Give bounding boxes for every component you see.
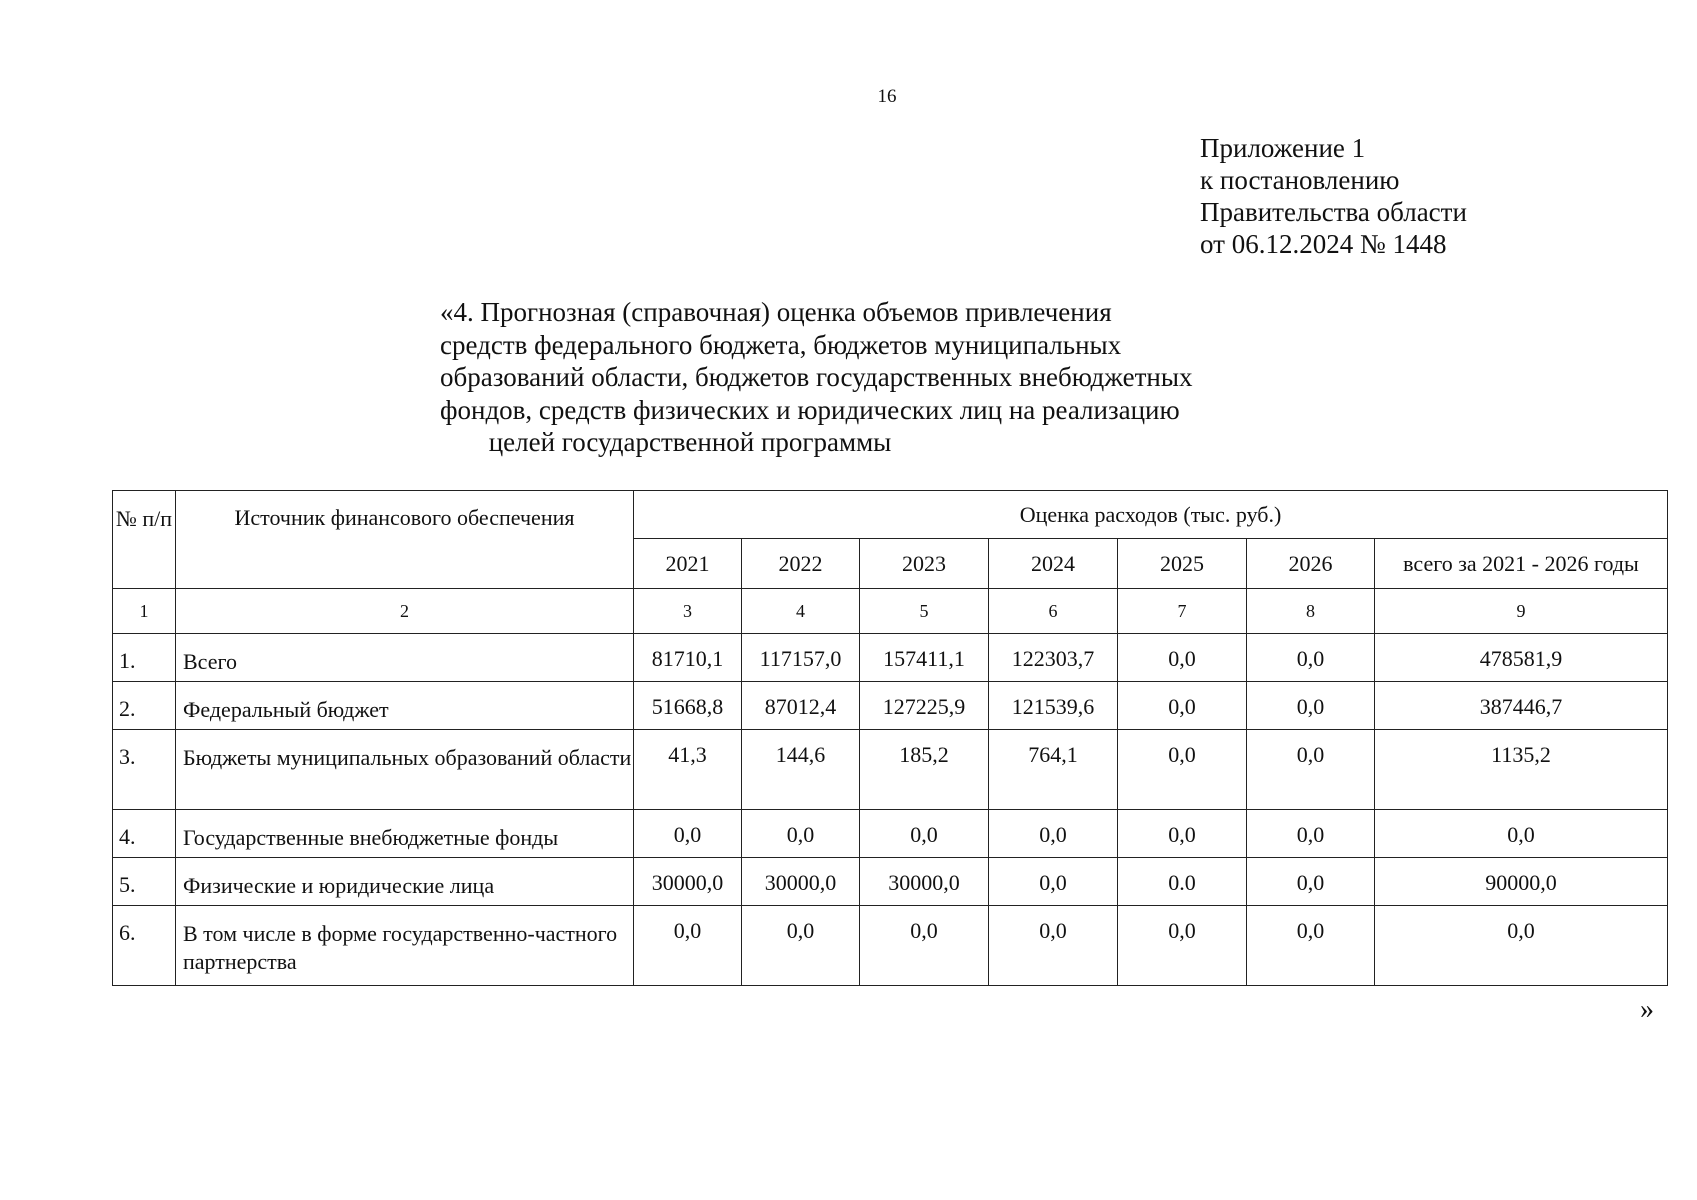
row-value: 41,3	[634, 730, 742, 810]
row-value: 30000,0	[742, 858, 860, 906]
row-number: 6.	[113, 906, 176, 986]
row-total: 478581,9	[1375, 634, 1668, 682]
column-number-cell: 3	[634, 589, 742, 634]
row-source: Всего	[176, 634, 634, 682]
row-value: 0,0	[860, 906, 989, 986]
page-number: 16	[877, 86, 897, 107]
column-number-cell: 6	[989, 589, 1118, 634]
row-value: 0,0	[1118, 634, 1247, 682]
header-cell-no: № п/п	[113, 491, 176, 589]
row-source: В том числе в форме государственно-частного партнерства	[176, 906, 634, 986]
row-value: 117157,0	[742, 634, 860, 682]
appendix-line: от 06.12.2024 № 1448	[1200, 229, 1447, 259]
table-header-row	[113, 491, 1668, 539]
row-number: 4.	[113, 810, 176, 858]
column-number-cell: 4	[742, 589, 860, 634]
appendix-block	[1200, 132, 1467, 260]
table-row	[113, 730, 1668, 810]
row-value: 0,0	[860, 810, 989, 858]
row-total: 0,0	[1375, 906, 1668, 986]
row-value: 0,0	[1118, 906, 1247, 986]
row-number: 2.	[113, 682, 176, 730]
row-value: 121539,6	[989, 682, 1118, 730]
heading-line: «4. Прогнозная (справочная) оценка объемов привлечения	[440, 297, 1112, 327]
appendix-line: Приложение 1	[1200, 133, 1366, 163]
row-value: 0,0	[989, 858, 1118, 906]
column-number-cell: 8	[1247, 589, 1375, 634]
row-value: 30000,0	[634, 858, 742, 906]
column-number-cell: 5	[860, 589, 989, 634]
section-heading	[440, 296, 1193, 459]
row-number: 5.	[113, 858, 176, 906]
header-cell-source: Источник финансового обеспечения	[176, 491, 634, 589]
row-value: 0,0	[1247, 858, 1375, 906]
row-value: 0,0	[1118, 730, 1247, 810]
row-value: 0,0	[742, 810, 860, 858]
row-value: 30000,0	[860, 858, 989, 906]
row-source: Бюджеты муниципальных образований области	[176, 730, 634, 810]
row-source: Государственные внебюджетные фонды	[176, 810, 634, 858]
row-total: 90000,0	[1375, 858, 1668, 906]
heading-line: средств федерального бюджета, бюджетов муниципальных	[440, 329, 1122, 360]
closing-quote: »	[1640, 994, 1654, 1025]
row-value: 0,0	[634, 810, 742, 858]
column-number-cell: 7	[1118, 589, 1247, 634]
row-value: 157411,1	[860, 634, 989, 682]
row-value: 144,6	[742, 730, 860, 810]
column-number-cell: 1	[113, 589, 176, 634]
row-value: 0,0	[1118, 810, 1247, 858]
table-row	[113, 810, 1668, 858]
table-row	[113, 906, 1668, 986]
row-value: 0,0	[989, 810, 1118, 858]
row-value: 87012,4	[742, 682, 860, 730]
row-value: 51668,8	[634, 682, 742, 730]
year-cell: 2023	[860, 539, 989, 589]
row-source: Физические и юридические лица	[176, 858, 634, 906]
heading-line: целей государственной программы	[488, 427, 892, 457]
row-value: 0,0	[1247, 810, 1375, 858]
budget-table	[112, 490, 1668, 986]
table-row	[113, 634, 1668, 682]
heading-line: образований области, бюджетов государственных внебюджетных	[440, 362, 1193, 392]
row-total: 1135,2	[1375, 730, 1668, 810]
row-value: 127225,9	[860, 682, 989, 730]
year-cell: 2022	[742, 539, 860, 589]
row-source: Федеральный бюджет	[176, 682, 634, 730]
header-cell-expenses: Оценка расходов (тыс. руб.)	[634, 491, 1668, 539]
row-value: 0,0	[1118, 682, 1247, 730]
year-cell: 2024	[989, 539, 1118, 589]
row-value: 0.0	[1118, 858, 1247, 906]
year-cell: 2021	[634, 539, 742, 589]
row-value: 0,0	[1247, 682, 1375, 730]
year-cell: 2025	[1118, 539, 1247, 589]
column-number-cell: 9	[1375, 589, 1668, 634]
row-value: 764,1	[989, 730, 1118, 810]
row-number: 3.	[113, 730, 176, 810]
table-row	[113, 682, 1668, 730]
row-value: 81710,1	[634, 634, 742, 682]
year-cell: 2026	[1247, 539, 1375, 589]
column-number-cell: 2	[176, 589, 634, 634]
appendix-line: Правительства области	[1200, 197, 1467, 227]
year-total-cell: всего за 2021 - 2026 годы	[1375, 539, 1668, 589]
row-value: 0,0	[1247, 634, 1375, 682]
row-value: 185,2	[860, 730, 989, 810]
table-row	[113, 858, 1668, 906]
row-value: 0,0	[742, 906, 860, 986]
row-number: 1.	[113, 634, 176, 682]
table-column-numbers-row	[113, 589, 1668, 634]
row-value: 0,0	[1247, 906, 1375, 986]
row-total: 0,0	[1375, 810, 1668, 858]
heading-line: фондов, средств физических и юридических лиц на реализацию	[440, 394, 1180, 425]
row-value: 122303,7	[989, 634, 1118, 682]
row-value: 0,0	[989, 906, 1118, 986]
row-value: 0,0	[1247, 730, 1375, 810]
row-value: 0,0	[634, 906, 742, 986]
row-total: 387446,7	[1375, 682, 1668, 730]
appendix-line: к постановлению	[1200, 165, 1400, 195]
